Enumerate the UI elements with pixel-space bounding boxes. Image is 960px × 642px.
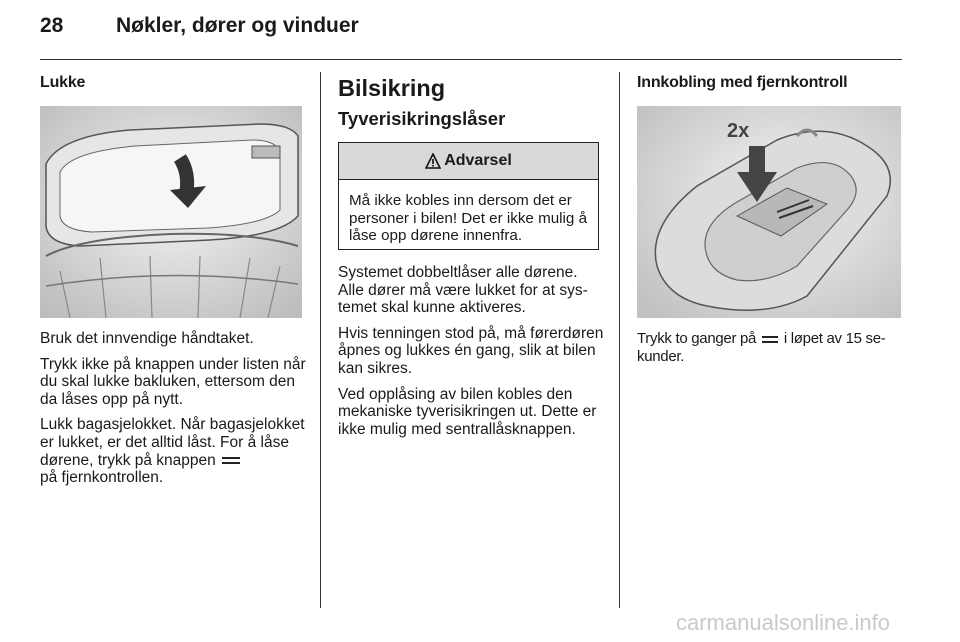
chapter-title: Nøkler, dører og vinduer [116, 14, 359, 37]
tailgate-illustration [40, 106, 302, 323]
lock-button-icon [762, 336, 778, 343]
section-heading-bilsikring: Bilsikring [338, 75, 446, 101]
column-divider-1 [320, 72, 321, 608]
warning-header [339, 143, 598, 180]
watermark: carmanualsonline.info [676, 610, 891, 635]
paragraph [637, 330, 905, 365]
paragraph [40, 416, 308, 469]
paragraph: Ved opplåsing av bilen kobles den mekaniske tyverisikringen ut. Dette er ikke mulig med sentrallåsknappen. [338, 385, 597, 438]
paragraph: Systemet dobbeltlåser alle dørene. Alle dører må være lukket for at systemet skal kunne aktiveres. [338, 264, 588, 317]
column-divider-2 [619, 72, 620, 608]
paragraph: Hvis tenningen stod på, må førerdøren åpnes og lukkes én gang, slik at bilen kan sikres. [338, 324, 604, 377]
paragraph-text: Lukk bagasjelokket. Når bagasjelokket er lukket, er det alltid låst. For å låse dørene, trykk på knappen [40, 416, 305, 469]
warning-title: Advarsel [444, 152, 512, 169]
column-3 [637, 74, 902, 92]
section-heading-innkobling: Innkobling med fjernkontroll [637, 74, 848, 91]
section-heading-lukke: Lukke [40, 74, 86, 91]
column-2 [338, 74, 603, 130]
column-1-text [40, 330, 308, 495]
warning-text: Må ikke kobles inn dersom det er personer i bilen! Det er ikke mulig å låse opp dørene innenfra. [349, 192, 588, 245]
paragraph-text: i løpet av 15 sekunder. [637, 330, 886, 365]
header-rule [40, 59, 902, 60]
paragraph: Trykk ikke på knappen under listen når du skal lukke bakluken, ettersom den da låses opp på nytt. [40, 355, 306, 408]
paragraph: Bruk det innvendige håndtaket. [40, 330, 254, 347]
lock-button-icon [222, 457, 240, 464]
remote-key-illustration [637, 106, 901, 323]
warning-box [338, 142, 599, 250]
press-count-label: 2x [727, 120, 750, 142]
column-1 [40, 74, 305, 92]
subheading-tyverisikring: Tyverisikringslåser [338, 108, 506, 129]
column-3-text [637, 330, 905, 373]
tailgate-image-icon [40, 106, 302, 318]
page-number: 28 [40, 14, 64, 37]
paragraph-text: Trykk to ganger på [637, 330, 757, 347]
column-2-text [338, 264, 606, 446]
warning-triangle-icon [425, 153, 441, 169]
paragraph: på fjernkontrollen. [40, 469, 164, 487]
remote-key-image-icon [637, 106, 901, 318]
